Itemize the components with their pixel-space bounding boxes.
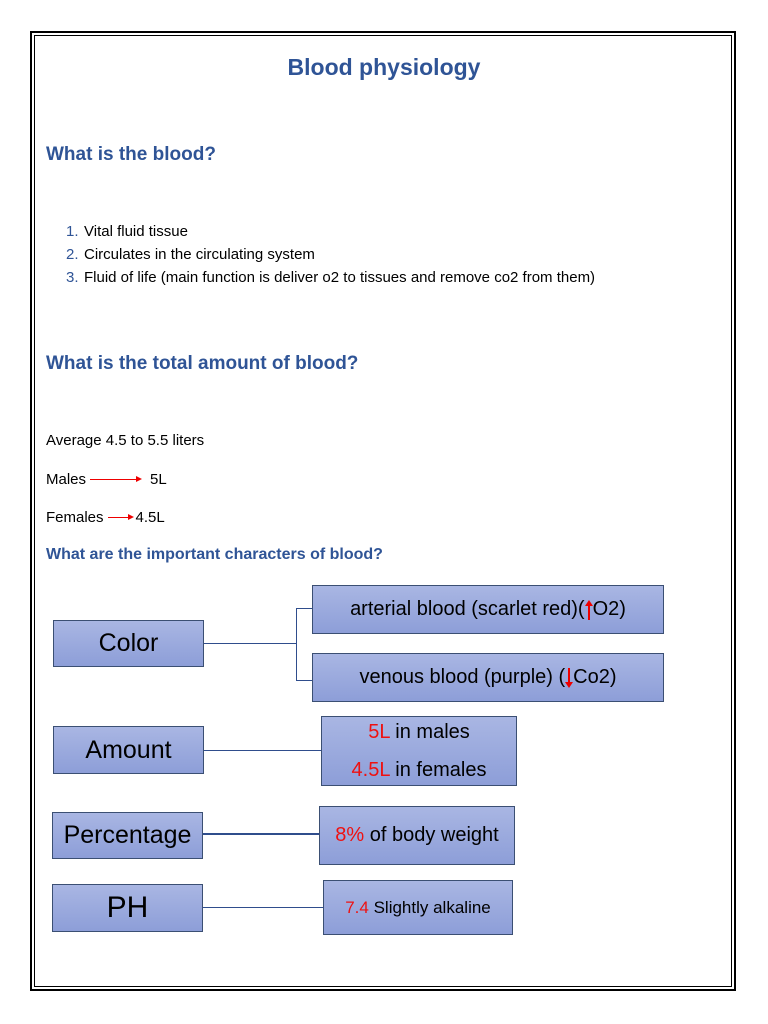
arterial-blood-box: arterial blood (scarlet red)( O2): [312, 585, 664, 634]
ph-value-box: 7.4 Slightly alkaline: [323, 880, 513, 935]
connector-line: [204, 750, 321, 751]
list-item: 1. Vital fluid tissue: [66, 223, 188, 240]
females-line: Females 4.5L: [46, 509, 165, 526]
blood-definition-list: [66, 220, 595, 289]
right-arrow-icon: [90, 479, 140, 480]
percentage-value-box: 8% of body weight: [319, 806, 515, 865]
heading-characters: What are the important characters of blood?: [46, 546, 383, 563]
percentage-label-box: Percentage: [52, 812, 203, 859]
bracket-connector: [296, 608, 313, 681]
up-arrow-icon: [585, 600, 593, 620]
amount-label-box: Amount: [53, 726, 204, 774]
amount-value-box: 5L in males 4.5L in females: [321, 716, 517, 786]
connector-line: [203, 907, 323, 908]
heading-what-is-blood: What is the blood?: [46, 144, 216, 165]
average-text: Average 4.5 to 5.5 liters: [46, 432, 205, 449]
list-item: 2. Circulates in the circulating system: [66, 246, 315, 263]
down-arrow-icon: [565, 668, 573, 688]
venous-blood-box: venous blood (purple) ( Co2): [312, 653, 664, 702]
page-title: Blood physiology: [287, 54, 481, 80]
right-arrow-icon: [108, 517, 132, 518]
ph-label-box: PH: [52, 884, 203, 932]
connector-line: [204, 643, 296, 644]
color-label-box: Color: [53, 620, 204, 667]
connector-line: [203, 833, 319, 835]
list-item: 3. Fluid of life (main function is deliver o2 to tissues and remove co2 from them): [66, 269, 596, 286]
males-line: Males 5L: [46, 471, 167, 488]
heading-total-amount: What is the total amount of blood?: [46, 353, 359, 374]
